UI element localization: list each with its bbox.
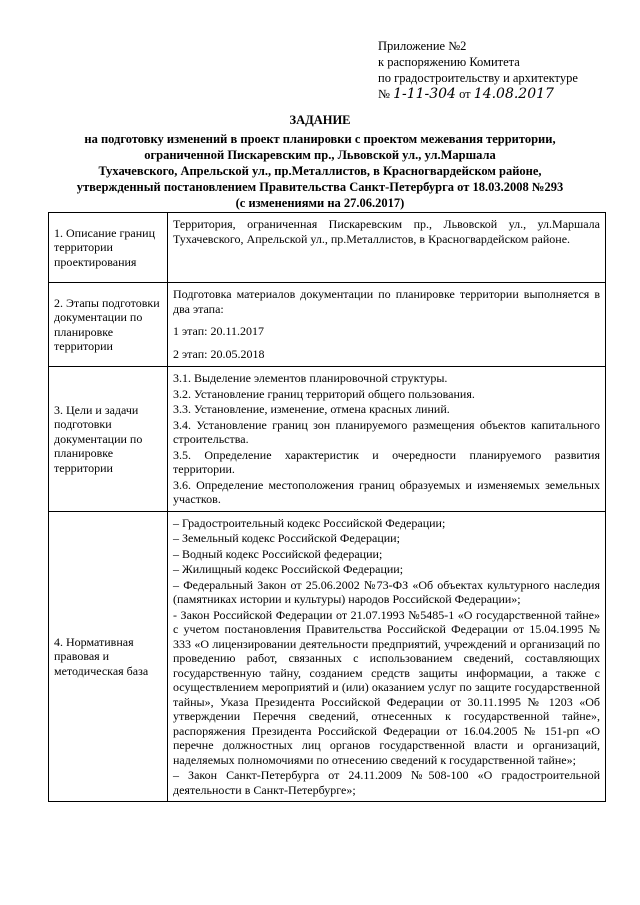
row-label: 1. Описание границ территории проектирования — [49, 213, 168, 283]
title-line: Тухачевского, Апрельской ул., пр.Металлистов, в Красногвардейском районе, — [98, 164, 542, 178]
paragraph: 3.5. Определение характеристик и очередности планируемого развития территории. — [173, 447, 600, 476]
title-line: на подготовку изменений в проект планировки с проектом межевания территории, — [84, 132, 556, 146]
paragraph: 3.6. Определение местоположения границ образуемых и изменяемых земельных участков. — [173, 477, 600, 506]
row-content — [168, 213, 606, 283]
task-table — [48, 212, 606, 802]
title-line: (с изменениями на 27.06.2017) — [235, 196, 405, 210]
document-title — [0, 112, 640, 211]
title-line: утвержденный постановлением Правительства Санкт-Петербурга от 18.03.2008 №293 — [76, 180, 564, 194]
row-label: 3. Цели и задачи подготовки документации по планировке территории — [49, 367, 168, 512]
row-content — [168, 511, 606, 802]
paragraph: - Закон Российской Федерации от 21.07.1993 №5485-1 «О государственной тайне» с учетом постановления Правительства Российской Федерации от 15.04.1995 № 333 «О лицензировании деятельности предприятий, учреждений и организаций по проведению работ, связанных с использованием сведений, составляющих государственную тайну, созданием средств защиты информации, а также с осуществлением мероприятий и (или) оказанием услуг по защите государственной тайны», Указа Президента Российской Федерации от 30.11.1995 № 1203 «Об утверждении Перечня сведений, отнесенных к государственной тайне», распоряжения Президента Российской Федерации от 16.04.2005 № 151-рп «О перечне должностных лиц органов государственной власти и организаций, наделяемых полномочиями по отнесению сведений к государственной тайне»; — [173, 607, 600, 767]
paragraph: 3.1. Выделение элементов планировочной структуры. — [173, 371, 448, 385]
paragraph: 1 этап: 20.11.2017 — [173, 324, 265, 338]
paragraph: 3.2. Установление границ территорий общего пользования. — [173, 386, 475, 401]
paragraph: – Жилищный кодекс Российской Федерации; — [173, 562, 404, 576]
table-row — [49, 511, 606, 802]
table-row — [49, 283, 606, 367]
appendix-line-2: к распоряжению Комитета — [378, 55, 520, 69]
date-prefix: от — [459, 87, 471, 101]
paragraph: – Градостроительный кодекс Российской Федерации; — [173, 515, 446, 530]
paragraph: Территория, ограниченная Пискаревским пр., Львовской ул., ул.Маршала Тухачевского, Апрельской ул., пр.Металлистов, в Красногвардейском районе. — [173, 217, 600, 246]
paragraph: 3.4. Установление границ зон планируемого размещения объектов капитального строительства. — [173, 417, 600, 446]
title-line: ограниченной Пискаревским пр., Львовской ул., ул.Маршала — [144, 148, 496, 162]
appendix-line-3: по градостроительству и архитектуре — [378, 71, 578, 85]
paragraph: Подготовка материалов документации по планировке территории выполняется в два этапа: — [173, 287, 600, 316]
paragraph: – Земельный кодекс Российской Федерации; — [173, 531, 400, 545]
paragraph: – Федеральный Закон от 25.06.2002 №73-ФЗ «Об объектах культурного наследия (памятниках истории и культуры) народов Российской Федерации»; — [173, 577, 600, 606]
handwritten-date: 14.08.2017 — [473, 86, 554, 102]
table-row — [49, 367, 606, 512]
table-row — [49, 213, 606, 283]
appendix-line-1: Приложение №2 — [378, 39, 467, 53]
row-content — [168, 367, 606, 512]
number-prefix: № — [378, 87, 390, 101]
handwritten-number: 1-11-304 — [393, 86, 456, 102]
title-heading: ЗАДАНИЕ — [289, 113, 351, 127]
appendix-block — [378, 38, 578, 102]
paragraph: – Водный кодекс Российской федерации; — [173, 546, 383, 561]
row-label: 4. Нормативная правовая и методическая база — [49, 511, 168, 802]
row-content — [168, 283, 606, 367]
paragraph: – Закон Санкт-Петербурга от 24.11.2009 №508-100 «О градостроительной деятельности в Санкт-Петербурге»; — [173, 768, 600, 797]
paragraph: 3.3. Установление, изменение, отмена красных линий. — [173, 402, 450, 416]
row-label: 2. Этапы подготовки документации по планировке территории — [49, 283, 168, 367]
paragraph: 2 этап: 20.05.2018 — [173, 346, 265, 361]
appendix-number-line — [378, 86, 578, 102]
